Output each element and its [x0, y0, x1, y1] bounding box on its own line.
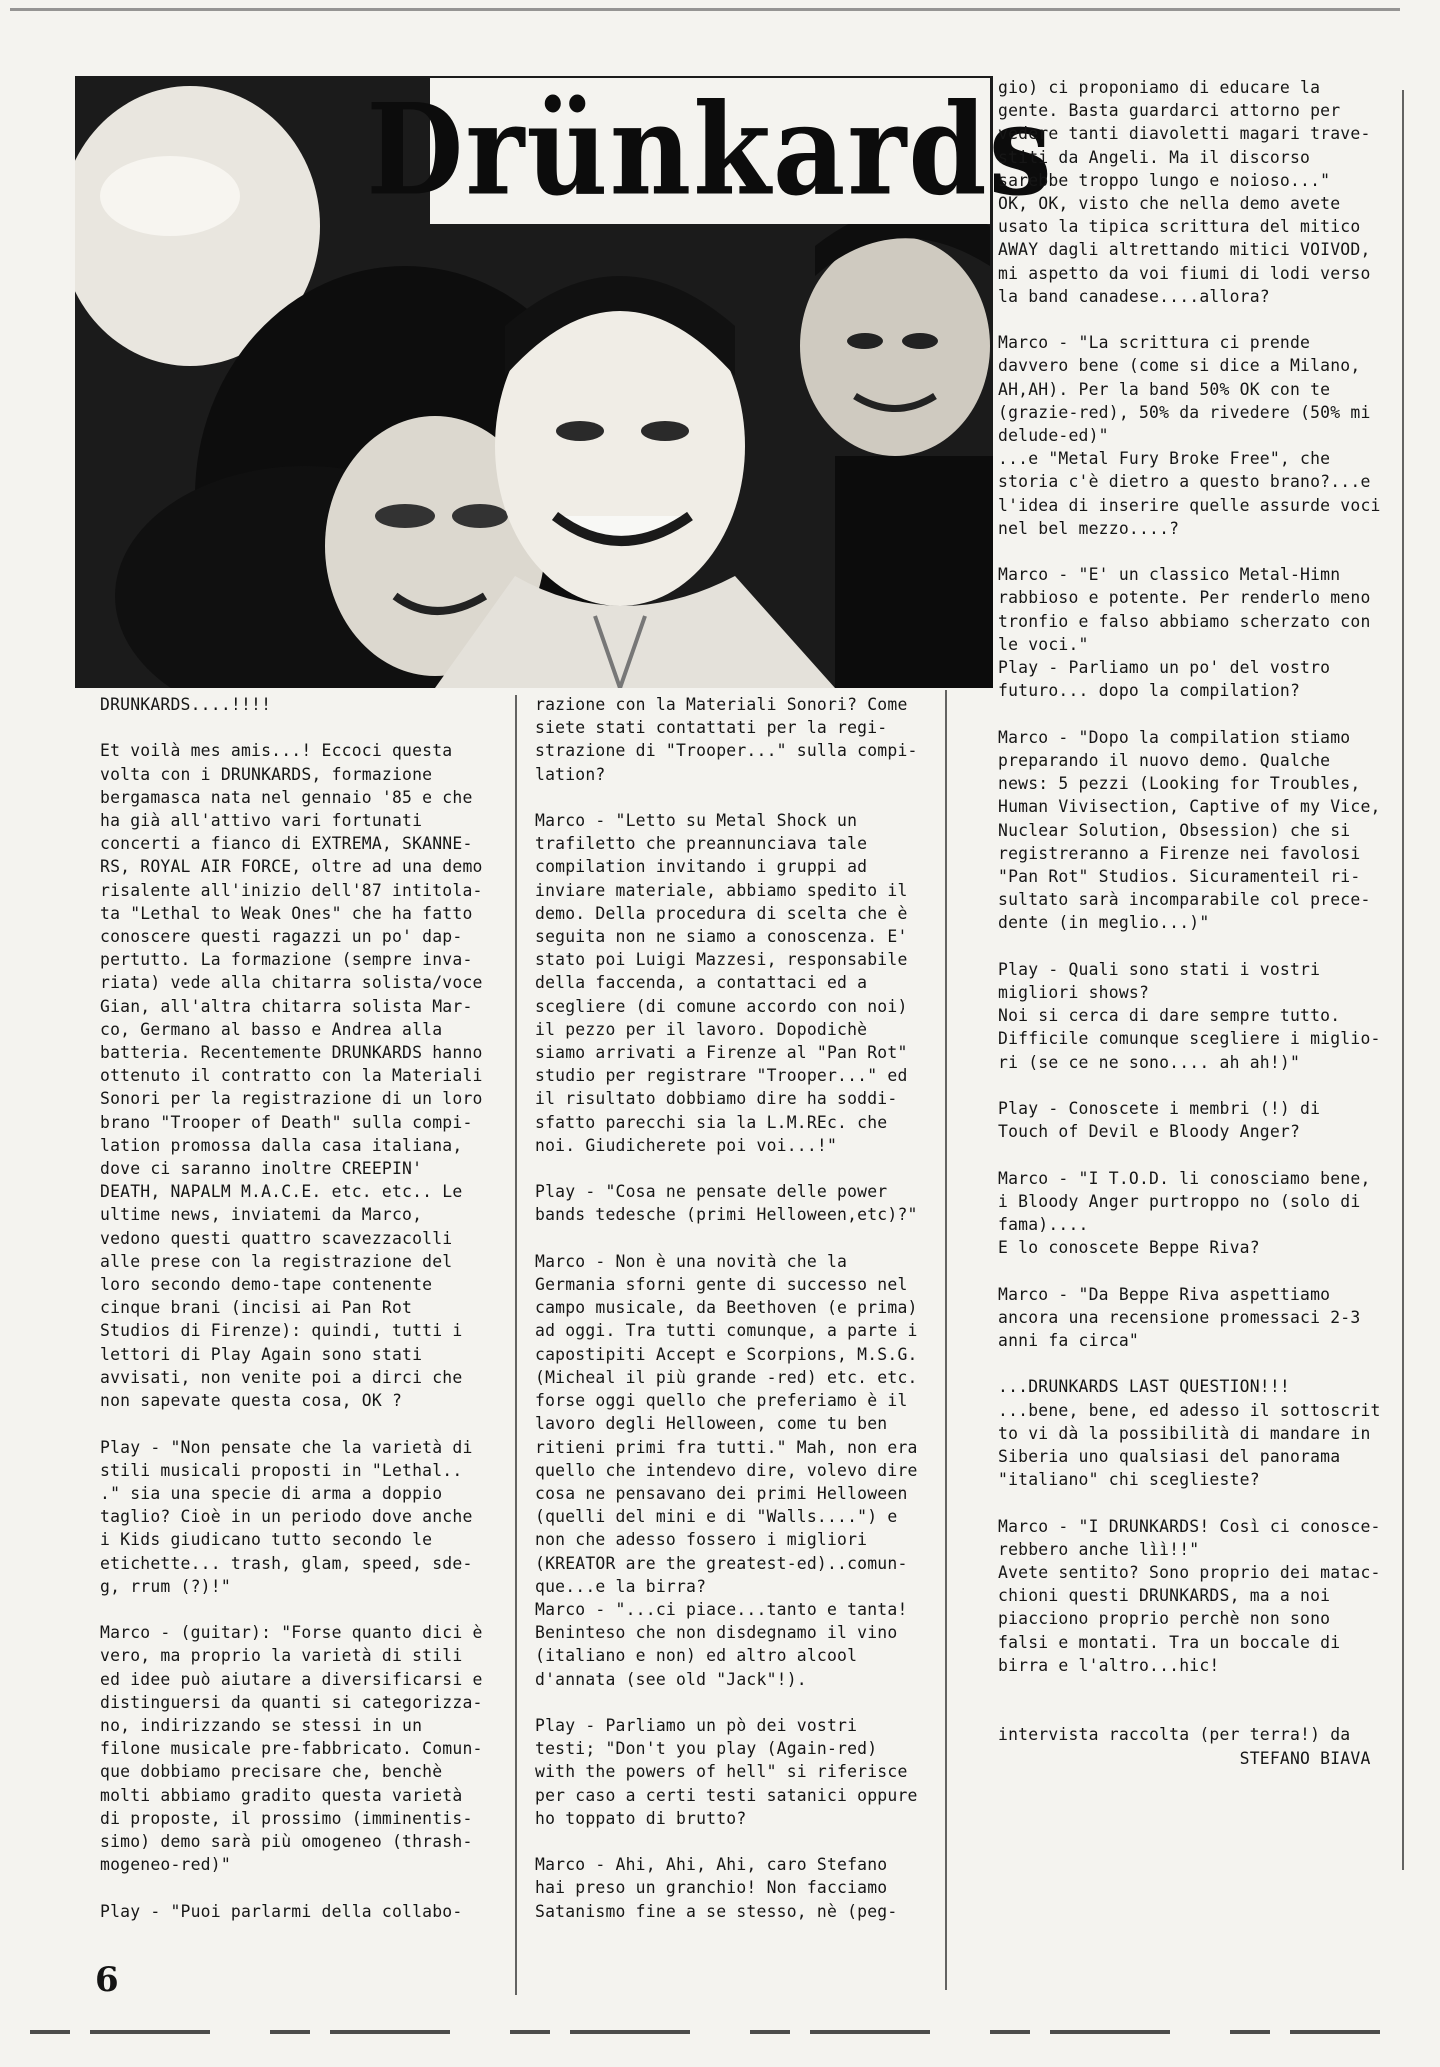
- article-column-left: DRUNKARDS....!!!! Et voilà mes amis...! Eccoci questa volta con i DRUNKARDS, formazione bergamasca nata nel gennaio '85 e che ha già all'attivo vari fortunati concerti a fianco di EXTREMA, SKANNE- RS, ROYAL AIR FORCE, oltre ad una demo risalente all'inizio dell'87 intitola- ta "Lethal to Weak Ones" che ha fatto conoscere questi ragazzi un po' dap- pertutto. La formazione (sempre inva- riata) vede alla chitarra solista/voce Gian, all'altra chitarra solista Mar- co, Germano al basso e Andrea alla batteria. Recentemente DRUNKARDS hanno ottenuto il contratto con la Materiali Sonori per la registrazione di un loro brano "Trooper of Death" sulla compi- lation promossa dalla casa italiana, dove ci saranno inoltre CREEPIN' DEATH, NAPALM M.A.C.E. etc. etc.. Le ultime news, inviatemi da Marco, vedono questi quattro scavezzacolli alle prese con la registrazione del loro secondo demo-tape contenente cinque brani (incisi ai Pan Rot Studios di Firenze): quindi, tutti i lettori di Play Again sono stati avvisati, non venite poi a dirci che non sapevate questa cosa, OK ? Play - "Non pensate che la varietà di stili musicali proposti in "Lethal.. ." sia una specie di arma a doppio taglio? Cioè in un periodo dove anche i Kids giudicano tutto secondo le etichette... trash, glam, speed, sde- g, rrum (?)!" Marco - (guitar): "Forse quanto dici è vero, ma proprio la varietà di stili ed idee può aiutare a diversificarsi e distinguersi da quanti si categorizza- no, indirizzando se stessi in un filone musicale pre-fabbricato. Comun- que dobbiamo precisare che, benchè molti abbiamo gradito questa varietà di proposte, il prossimo (imminentis- simo) demo sarà più omogeneo (thrash- mogeneo-red)" Play - "Puoi parlarmi della collabo-: [100, 695, 483, 1921]
- page-number: 6: [95, 1960, 119, 2000]
- bottom-rule: [30, 2030, 1380, 2034]
- column-divider-middle: [945, 690, 947, 1990]
- article-column-middle: razione con la Materiali Sonori? Come siete stati contattati per la regi- strazione di "Trooper..." sulla compi- lation? Marco - "Letto su Metal Shock un trafiletto che preannunciava tale compilation invitando i gruppi ad inviare materiale, abbiamo spedito il demo. Della procedura di scelta che è seguita non ne siamo a conoscenza. E' stato poi Luigi Mazzesi, responsabile della faccenda, a contattaci ed a scegliere (di comune accordo con noi) il pezzo per il lavoro. Dopodichè siamo arrivati a Firenze al "Pan Rot" studio per registrare "Trooper..." ed il risultato dobbiamo dire ha soddi- sfatto parecchi sia la L.M.REc. che noi. Giudicherete poi voi...!" Play - "Cosa ne pensate delle power bands tedesche (primi Helloween,etc)?" Marco - Non è una novità che la Germania sforni gente di successo nel campo musicale, da Beethoven (e prima) ad oggi. Tra tutti comunque, a parte i capostipiti Accept e Scorpions, M.S.G. (Micheal il più grande -red) etc. etc. forse oggi quello che preferiamo è il lavoro degli Helloween, come tu ben ritieni primi fra tutti." Mah, non era quello che intendevo dire, volevo dire cosa ne pensavano dei primi Helloween (quelli del mini e di "Walls....") e non che adesso fossero i migliori (KREATOR are the greatest-ed)..comun- que...e la birra? Marco - "...ci piace...tanto e tanta! Beninteso che non disdegnamo il vino (italiano e non) ed altro alcool d'annata (see old "Jack"!). Play - Parliamo un pò dei vostri testi; "Don't you play (Again-red) with the powers of hell" si riferisce per caso a certi testi satanici oppure ho toppato di brutto? Marco - Ahi, Ahi, Ahi, caro Stefano hai preso un granchio! Non facciamo Satanismo fine a se stesso, nè (peg-: [535, 695, 918, 1921]
- article-column-right: gio) ci proponiamo di educare la gente. Basta guardarci attorno per vedere tanti diavoletti magari trave- stiti da Angeli. Ma il discorso sarebbe troppo lungo e noioso..." OK, OK, visto che nella demo avete usato la tipica scrittura del mitico AWAY dagli altrettando mitici VOIVOD, mi aspetto da voi fiumi di lodi verso la band canadese....allora? Marco - "La scrittura ci prende davvero bene (come si dice a Milano, AH,AH). Per la band 50% OK con te (grazie-red), 50% da rivedere (50% mi delude-ed)" ...e "Metal Fury Broke Free", che storia c'è dietro a questo brano?...e l'idea di inserire quelle assurde voci nel bel mezzo....? Marco - "E' un classico Metal-Himn rabbioso e potente. Per renderlo meno tronfio e falso abbiamo scherzato con le voci." Play - Parliamo un po' del vostro futuro... dopo la compilation? Marco - "Dopo la compilation stiamo preparando il nuovo demo. Qualche news: 5 pezzi (Looking for Troubles, Human Vivisection, Captive of my Vice, Nuclear Solution, Obsession) che si registreranno a Firenze nei favolosi "Pan Rot" Studios. Sicuramenteil ri- sultato sarà incomparabile col prece- dente (in meglio...)" Play - Quali sono stati i vostri migliori shows? Noi si cerca di dare sempre tutto. Difficile comunque scegliere i miglio- ri (se ce ne sono.... ah ah!)" Play - Conoscete i membri (!) di Touch of Devil e Bloody Anger? Marco - "I T.O.D. li conosciamo bene, i Bloody Anger purtroppo no (solo di fama).... E lo conoscete Beppe Riva? Marco - "Da Beppe Riva aspettiamo ancora una recensione promessaci 2-3 anni fa circa" ...DRUNKARDS LAST QUESTION!!! ...bene, bene, ed adesso il sottoscrit to vi dà la possibilità di mandare in Siberia uno qualsiasi del panorama "italiano" chi sceglieste? Marco - "I DRUNKARDS! Così ci conosce- rebbero anche lìì!!" Avete sentito? Sono proprio dei matac- chioni questi DRUNKARDS, ma a noi piacciono proprio perchè non sono falsi e montati. Tra un boccale di birra e l'altro...hic! intervista raccolta (per terra!) da STEFANO BIAVA: [998, 78, 1381, 1768]
- column-divider-left: [515, 695, 517, 1995]
- masthead-logo: Drünkards: [366, 77, 1054, 224]
- column-divider-right: [1402, 90, 1404, 1870]
- top-rule: [10, 8, 1400, 11]
- masthead-box: [366, 77, 1054, 224]
